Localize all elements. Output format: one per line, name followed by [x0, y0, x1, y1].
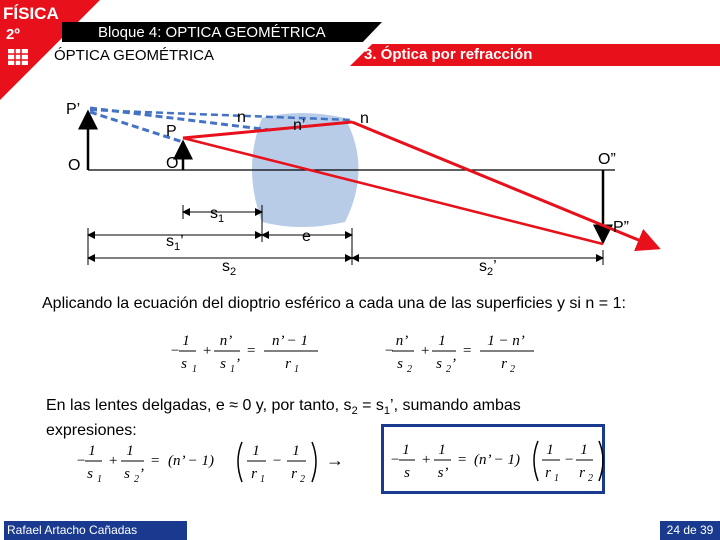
svg-text:2: 2: [588, 473, 593, 484]
svg-text:1: 1: [546, 442, 554, 458]
svg-text:s: s: [124, 466, 130, 482]
svg-text:1: 1: [438, 333, 446, 349]
ray-center: [183, 138, 603, 244]
svg-text:=: =: [457, 452, 468, 468]
svg-text:r: r: [285, 356, 291, 372]
svg-text:−: −: [76, 453, 87, 469]
svg-text:s: s: [87, 466, 93, 482]
svg-text:−: −: [272, 453, 283, 469]
formula-thin-lens: [388, 434, 600, 486]
label-e: e: [302, 228, 311, 245]
formula-surface-2: [382, 328, 542, 374]
paren-close-icon: [598, 434, 608, 486]
label-n-left: n: [237, 109, 246, 126]
svg-text:r: r: [291, 466, 297, 482]
svg-text:1: 1: [580, 442, 588, 458]
label-p-double: P”: [613, 219, 629, 236]
svg-text:’: ’: [451, 356, 456, 372]
svg-text:=: =: [246, 343, 257, 359]
svg-text:−: −: [390, 452, 401, 468]
svg-text:r: r: [501, 356, 507, 372]
label-s1-prime: $s_1$’: [166, 233, 184, 254]
svg-text:(n’ − 1): (n’ − 1): [168, 453, 214, 469]
svg-text:1 − n’: 1 − n’: [487, 333, 525, 349]
svg-text:−: −: [564, 452, 575, 468]
formula-sum: [74, 436, 326, 486]
svg-text:=: =: [462, 343, 473, 359]
formula-surface-1: [168, 328, 328, 374]
paragraph-thin-lens: En las lentes delgadas, e ≈ 0 y, por tanto, $s_2 = s_1$’, sumando ambas expresiones:: [46, 397, 521, 440]
label-n-prime: n’: [293, 117, 306, 134]
svg-text:1: 1: [126, 443, 134, 459]
label-s2: $s_2$: [222, 258, 237, 279]
svg-text:1: 1: [260, 474, 265, 485]
svg-text:+: +: [108, 453, 119, 469]
svg-text:(n’ − 1): (n’ − 1): [474, 452, 520, 468]
svg-text:2: 2: [510, 364, 515, 374]
label-o-left: O: [68, 157, 81, 174]
section-title: 3. Óptica por refracción: [364, 46, 533, 63]
ray-incident: [183, 130, 268, 138]
svg-text:s: s: [220, 356, 226, 372]
svg-text:s’: s’: [437, 465, 449, 481]
svg-text:’: ’: [235, 356, 240, 372]
svg-text:r: r: [579, 465, 585, 481]
label-o-mid: O: [166, 155, 179, 172]
topic-title: ÓPTICA GEOMÉTRICA: [54, 47, 215, 64]
svg-text:1: 1: [182, 333, 190, 349]
arrow-right-icon: →: [326, 450, 344, 470]
subject-label: FÍSICA: [3, 4, 59, 23]
svg-text:s: s: [397, 356, 403, 372]
svg-text:=: =: [150, 453, 161, 469]
svg-text:−: −: [170, 343, 181, 359]
svg-text:+: +: [202, 343, 213, 359]
block-title: Bloque 4: OPTICA GEOMÉTRICA: [98, 24, 326, 41]
svg-text:1: 1: [402, 442, 410, 458]
svg-text:+: +: [420, 343, 431, 359]
course-label: 2º: [6, 26, 20, 43]
svg-text:r: r: [251, 466, 257, 482]
label-o-double: O”: [598, 151, 616, 168]
svg-text:1: 1: [230, 364, 235, 374]
svg-text:1: 1: [97, 474, 102, 485]
svg-text:s: s: [404, 465, 410, 481]
svg-text:1: 1: [292, 443, 300, 459]
svg-text:2: 2: [134, 474, 139, 485]
svg-text:1: 1: [438, 442, 446, 458]
svg-text:r: r: [545, 465, 551, 481]
label-n-right: n: [360, 110, 369, 127]
svg-text:n’: n’: [395, 333, 409, 349]
label-s2-prime: $s_2$’: [479, 258, 497, 279]
svg-text:2: 2: [407, 364, 412, 374]
svg-text:n’ − 1: n’ − 1: [272, 333, 308, 349]
svg-text:1: 1: [554, 473, 559, 484]
label-p-prime: P’: [66, 101, 81, 118]
svg-text:s: s: [181, 356, 187, 372]
label-p: P: [166, 123, 177, 140]
svg-text:−: −: [384, 343, 395, 359]
svg-text:+: +: [421, 452, 432, 468]
paragraph-dioptrio: Aplicando la ecuación del dioptrio esférico a cada una de las superficies y si n = 1:: [42, 295, 626, 312]
svg-text:2: 2: [446, 364, 451, 374]
svg-text:1: 1: [88, 443, 96, 459]
label-s1: $s_1$: [210, 205, 225, 226]
svg-text:s: s: [436, 356, 442, 372]
svg-text:1: 1: [294, 364, 299, 374]
svg-text:’: ’: [139, 466, 144, 482]
footer-page-number: 24 de 39: [660, 521, 720, 540]
svg-text:1: 1: [192, 364, 197, 374]
svg-text:n’: n’: [219, 333, 233, 349]
svg-text:2: 2: [300, 474, 305, 485]
svg-text:1: 1: [252, 443, 260, 459]
footer-author: Rafael Artacho Cañadas: [4, 521, 187, 540]
